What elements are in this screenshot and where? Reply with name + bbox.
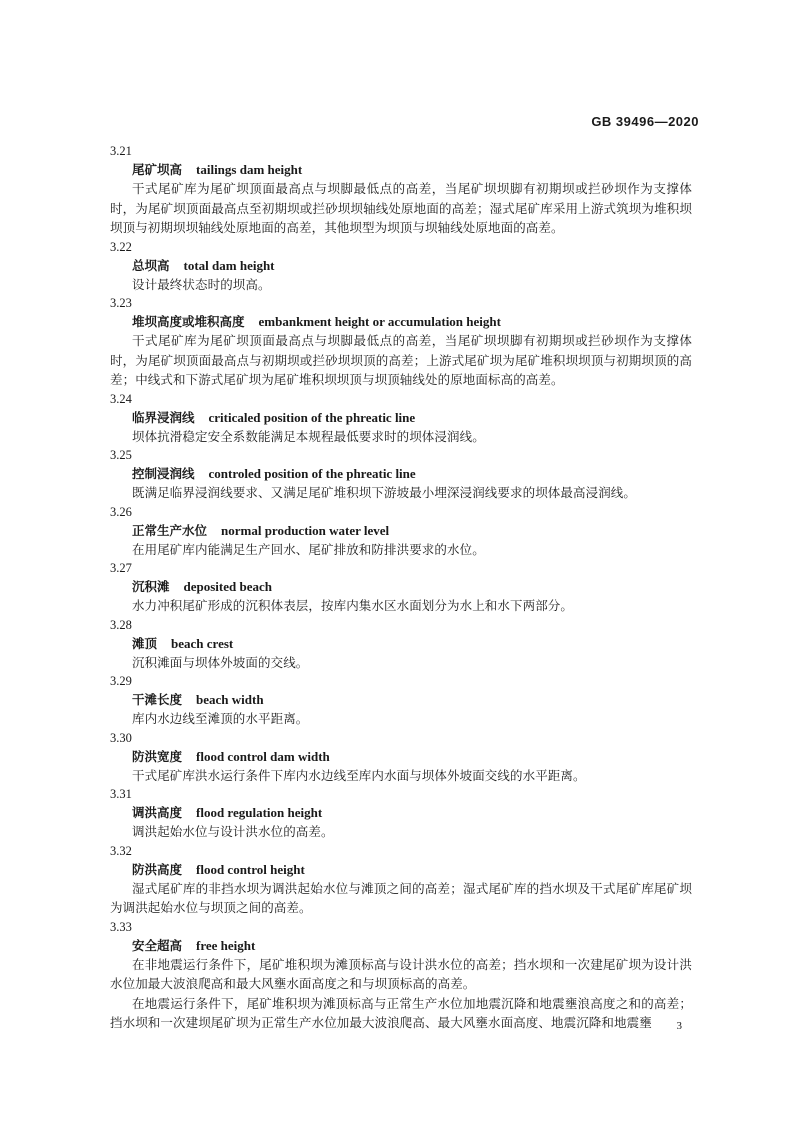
clause-number: 3.22 — [110, 239, 132, 254]
term-entry-3-30 — [0, 729, 794, 786]
term-entry-3-25 — [0, 446, 794, 503]
standard-code: GB 39496—2020 — [591, 114, 699, 129]
term-entry-3-33 — [0, 918, 794, 1033]
clause-number: 3.21 — [110, 144, 132, 158]
term-definition: 水力冲积尾矿形成的沉积体表层，按库内集水区水面划分为水上和水下两部分。 — [132, 598, 574, 613]
page-number: 3 — [676, 1020, 682, 1032]
term-chinese: 堆坝高度或堆积高度 — [132, 314, 245, 329]
clause-number: 3.29 — [110, 674, 132, 688]
term-english: flood control height — [196, 861, 305, 877]
term-english: tailings dam height — [196, 162, 303, 177]
term-entry-3-26 — [0, 503, 794, 560]
term-heading — [132, 860, 794, 879]
term-chinese: 正常生产水位 — [132, 522, 208, 538]
clause-number: 3.27 — [110, 561, 132, 575]
term-definition: 湿式尾矿库的非挡水坝为调洪起始水位与滩顶之间的高差；湿式尾矿库的挡水坝及干式尾矿库尾矿坝为调洪起始水位与坝顶之间的高差。 — [110, 880, 692, 915]
term-list — [0, 142, 794, 1033]
term-english: normal production water level — [221, 522, 390, 538]
term-chinese: 沉积滩 — [132, 579, 170, 594]
term-chinese: 尾矿坝高 — [132, 162, 183, 177]
clause-number: 3.25 — [110, 448, 132, 462]
term-chinese: 安全超高 — [132, 937, 183, 953]
clause-number: 3.31 — [110, 787, 132, 801]
term-english: criticaled position of the phreatic line — [208, 409, 416, 425]
term-definition: 在用尾矿库内能满足生产回水、尾矿排放和防排洪要求的水位。 — [132, 541, 485, 557]
term-heading — [132, 464, 794, 483]
term-chinese: 控制浸润线 — [132, 466, 195, 481]
clause-number: 3.23 — [110, 296, 132, 310]
clause-number: 3.33 — [110, 919, 132, 934]
term-definition: 既满足临界浸润线要求、又满足尾矿堆积坝下游坡最小埋深浸润线要求的坝体最高浸润线。 — [132, 485, 637, 500]
term-heading — [132, 803, 794, 822]
term-entry-3-23 — [0, 294, 794, 390]
term-heading — [132, 577, 794, 596]
term-chinese: 调洪高度 — [132, 805, 183, 820]
term-english: flood regulation height — [196, 805, 323, 820]
term-entry-3-29 — [0, 672, 794, 729]
term-chinese: 滩顶 — [132, 635, 158, 651]
term-definition: 干式尾矿库为尾矿坝顶面最高点与坝脚最低点的高差，当尾矿坝坝脚有初期坝或拦砂坝作为支撑体时，为尾矿坝顶面最高点至初期坝或拦砂坝坝轴线处原地面的高差；湿式尾矿库采用上游式筑坝为堆积坝坝顶与初期坝坝轴线处原地面的高差，其他坝型为坝顶与坝轴线处原地面的高差。 — [110, 181, 692, 235]
term-english: embankment height or accumulation height — [258, 314, 501, 329]
term-heading — [132, 160, 794, 179]
clause-number: 3.28 — [110, 617, 132, 632]
term-english: free height — [196, 937, 256, 953]
clause-number: 3.24 — [110, 391, 132, 406]
clause-number: 3.30 — [110, 730, 132, 745]
term-heading — [132, 408, 794, 427]
term-chinese: 防洪宽度 — [132, 748, 183, 764]
term-english: beach crest — [171, 635, 234, 651]
term-definition: 干式尾矿库为尾矿坝顶面最高点与坝脚最低点的高差，当尾矿坝坝脚有初期坝或拦砂坝作为支撑体时，为尾矿坝顶面最高点与初期坝或拦砂坝坝顶的高差；上游式尾矿坝为尾矿堆积坝坝顶与初期坝顶的高差；中线式和下游式尾矿坝为尾矿堆积坝坝顶与坝顶轴线处的原地面标高的高差。 — [110, 333, 692, 387]
term-definition: 干式尾矿库洪水运行条件下库内水边线至库内水面与坝体外坡面交线的水平距离。 — [132, 767, 586, 783]
term-heading — [132, 256, 794, 275]
term-entry-3-24 — [0, 390, 794, 447]
clause-number: 3.26 — [110, 504, 132, 519]
term-heading — [132, 690, 794, 709]
term-english: beach width — [196, 692, 264, 707]
term-definition: 库内水边线至滩顶的水平距离。 — [132, 711, 309, 726]
term-english: deposited beach — [183, 579, 272, 594]
term-chinese: 总坝高 — [132, 257, 170, 273]
term-english: flood control dam width — [196, 748, 330, 764]
term-definition: 沉积滩面与坝体外坡面的交线。 — [132, 654, 309, 670]
term-entry-3-21 — [0, 142, 794, 238]
term-entry-3-22 — [0, 238, 794, 295]
term-chinese: 干滩长度 — [132, 692, 183, 707]
term-heading — [132, 936, 794, 955]
term-heading — [132, 312, 794, 331]
term-definition: 在非地震运行条件下，尾矿堆积坝为滩顶标高与设计洪水位的高差；挡水坝和一次建尾矿坝为设计洪水位加最大波浪爬高和最大风壅水面高度之和与坝顶标高的高差。 — [110, 956, 692, 991]
term-english: total dam height — [183, 257, 275, 273]
term-entry-3-31 — [0, 785, 794, 842]
term-heading — [132, 634, 794, 653]
term-chinese: 临界浸润线 — [132, 409, 195, 425]
term-definition: 坝体抗滑稳定安全系数能满足本规程最低要求时的坝体浸润线。 — [132, 428, 485, 444]
term-entry-3-28 — [0, 616, 794, 673]
term-heading — [132, 747, 794, 766]
term-english: controled position of the phreatic line — [208, 466, 416, 481]
term-definition: 在地震运行条件下，尾矿堆积坝为滩顶标高与正常生产水位加地震沉降和地震壅浪高度之和的高差；挡水坝和一次建坝尾矿坝为正常生产水位加最大波浪爬高、最大风壅水面高度、地震沉降和地震壅 — [110, 995, 692, 1030]
term-chinese: 防洪高度 — [132, 861, 183, 877]
term-entry-3-27 — [0, 559, 794, 616]
clause-number: 3.32 — [110, 843, 132, 858]
term-entry-3-32 — [0, 842, 794, 918]
term-definition: 设计最终状态时的坝高。 — [132, 276, 271, 292]
term-definition: 调洪起始水位与设计洪水位的高差。 — [132, 824, 334, 839]
term-heading — [132, 521, 794, 540]
